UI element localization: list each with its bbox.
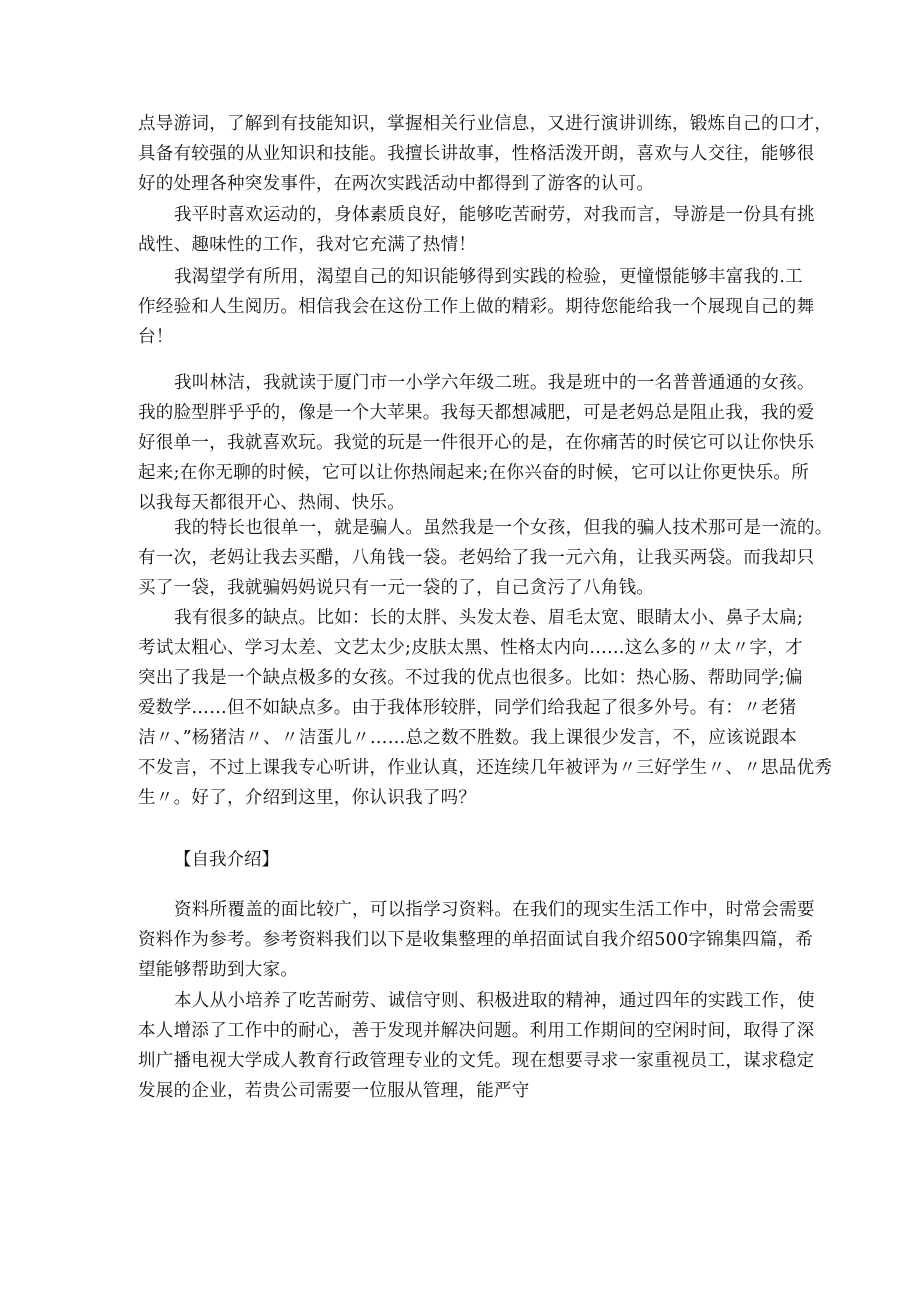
text-line: 本人增添了工作中的耐心，善于发现并解决问题。利用工作期间的空闲时间，取得了深	[138, 1021, 815, 1041]
text-line: 发展的企业，若贵公司需要一位服从管理，能严守	[138, 1081, 530, 1101]
text-line: 起来;在你无聊的时候，它可以让你热闹起来;在你兴奋的时候，它可以让你更快乐。所	[138, 463, 809, 483]
text-line: 资料所覆盖的面比较广，可以指学习资料。在我们的现实生活工作中，时常会需要	[174, 900, 815, 920]
text-line: 望能够帮助到大家。	[138, 960, 299, 980]
text-line: 圳广播电视大学成人教育行政管理专业的文凭。现在想要寻求一家重视员工，谋求稳定	[138, 1051, 815, 1071]
text-line: 生〃。好了，介绍到这里，你认识我了吗？	[138, 788, 477, 808]
text-line: 我叫林洁，我就读于厦门市一小学六年级二班。我是班中的一名普普通通的女孩。	[174, 373, 815, 393]
text-line: 具备有较强的从业知识和技能。我擅长讲故事，性格活泼开朗，喜欢与人交往，能够很	[138, 144, 815, 164]
text-line: 突出了我是一个缺点极多的女孩。不过我的优点也很多。比如：热心肠、帮助同学;偏	[138, 668, 803, 688]
text-line: 点导游词，了解到有技能知识，掌握相关行业信息，又进行演讲训练，锻炼自己的口才，	[138, 114, 833, 134]
text-line: 爱数学……但不如缺点多。由于我体形较胖，同学们给我起了很多外号。有：〃老猪	[138, 698, 797, 718]
text-line: 作经验和人生阅历。相信我会在这份工作上做的精彩。期待您能给我一个展现自己的舞	[138, 297, 815, 317]
text-line: 本人从小培养了吃苦耐劳、诚信守则、积极进取的精神，通过四年的实践工作，使	[174, 991, 815, 1011]
text-line: 战性、趣味性的工作，我对它充满了热情！	[138, 235, 477, 255]
text-line: 以我每天都很开心、热闹、快乐。	[138, 493, 405, 513]
text-line: 好的处理各种突发事件，在两次实践活动中都得到了游客的认可。	[138, 174, 655, 194]
text-line: 我渴望学有所用，渴望自己的知识能够得到实践的检验，更憧憬能够丰富我的.工	[174, 267, 803, 287]
text-line: 资料作为参考。参考资料我们以下是收集整理的单招面试自我介绍500字锦集四篇，希	[138, 930, 814, 950]
text-line: 不发言，不过上课我专心听讲，作业认真，还连续几年被评为〃三好学生〃、〃思品优秀	[138, 758, 833, 778]
text-line: 有一次，老妈让我去买醋，八角钱一袋。老妈给了我一元六角，让我买两袋。而我却只	[138, 548, 815, 568]
text-line: 我的特长也很单一，就是骗人。虽然我是一个女孩，但我的骗人技术那可是一流的。	[174, 518, 833, 538]
text-line: 考试太粗心、学习太差、文艺太少;皮肤太黑、性格太内向……这么多的〃太〃字，才	[138, 638, 803, 658]
text-line: 买了一袋，我就骗妈妈说只有一元一袋的了，自己贪污了八角钱。	[138, 578, 655, 598]
text-line: 我的脸型胖乎乎的，像是一个大苹果。我每天都想减肥，可是老妈总是阻止我，我的爱	[138, 403, 815, 423]
text-line: 我有很多的缺点。比如：长的太胖、头发太卷、眉毛太宽、眼睛太小、鼻子太扁;	[174, 608, 804, 628]
text-line: 台！	[138, 327, 174, 347]
section-heading: 【自我介绍】	[174, 850, 279, 870]
text-line: 我平时喜欢运动的，身体素质良好，能够吃苦耐劳，对我而言，导游是一份具有挑	[174, 205, 815, 225]
text-line: 洁〃、”杨猪洁〃、〃洁蛋儿〃……总之数不胜数。我上课很少发言，不，应该说跟本	[138, 728, 798, 748]
text-line: 好很单一，我就喜欢玩。我觉的玩是一件很开心的是，在你痛苦的时侯它可以让你快乐	[138, 433, 815, 453]
